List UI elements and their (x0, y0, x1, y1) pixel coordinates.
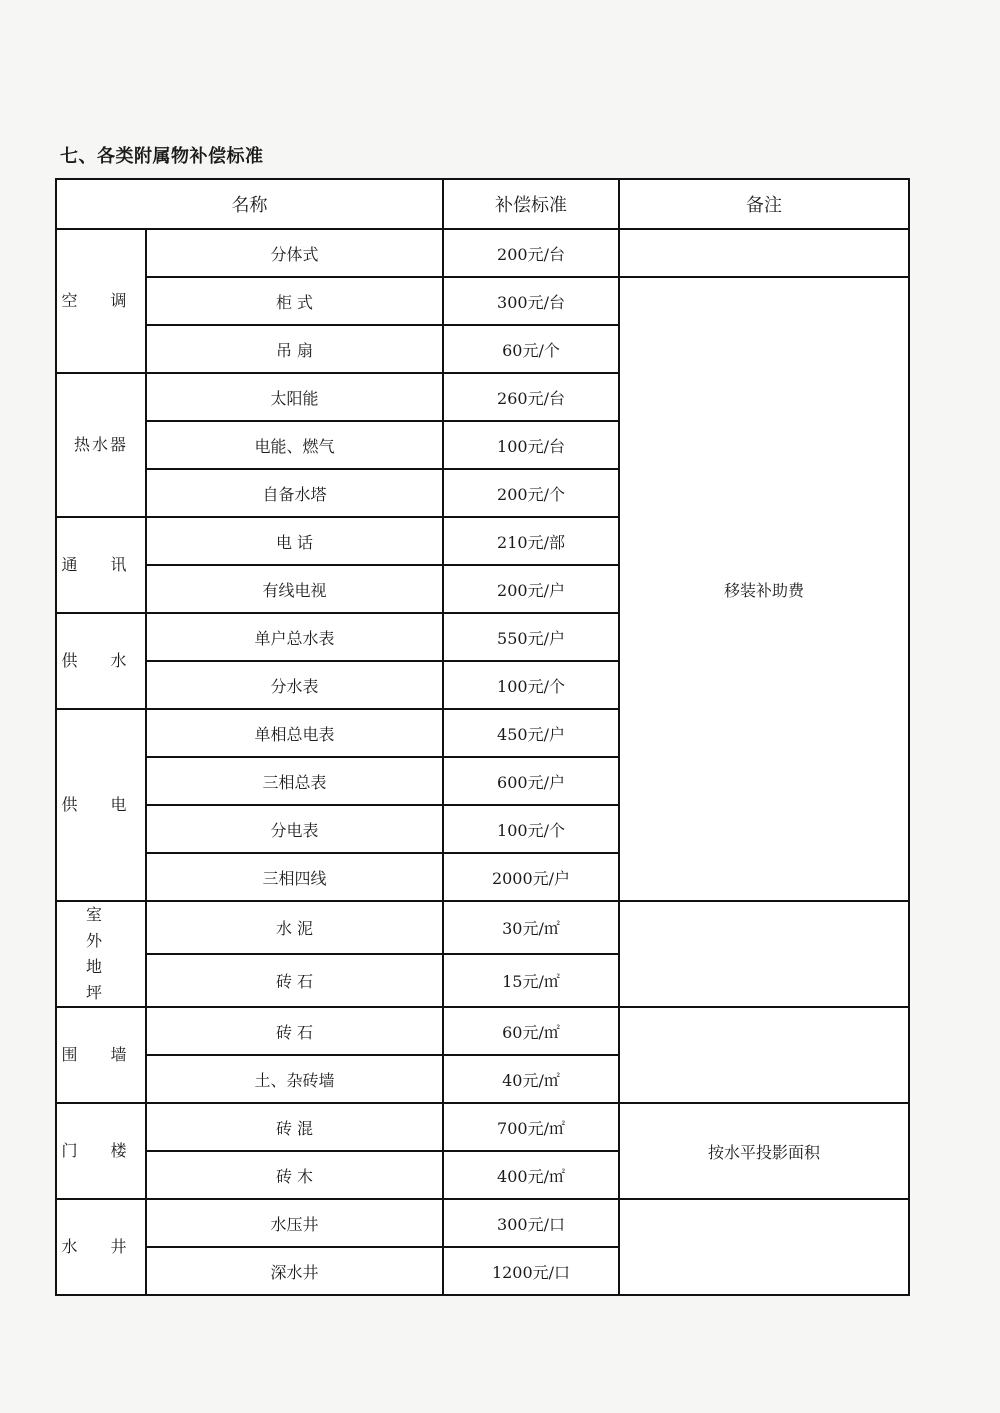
item-name: 深水井 (146, 1247, 443, 1295)
item-standard: 300元/台 (443, 277, 619, 325)
item-name: 水 泥 (146, 901, 443, 954)
item-name: 土、杂砖墙 (146, 1055, 443, 1103)
item-name: 有线电视 (146, 565, 443, 613)
table-row (56, 1103, 909, 1151)
item-name: 三相四线 (146, 853, 443, 901)
item-name: 砖 木 (146, 1151, 443, 1199)
category-cell: 水 井 (56, 1199, 146, 1295)
item-standard: 300元/口 (443, 1199, 619, 1247)
category-cell: 空 调 (56, 229, 146, 373)
header-note: 备注 (619, 179, 909, 229)
category-cell (56, 901, 146, 1007)
note-cell-empty (619, 901, 909, 1007)
item-standard: 700元/㎡ (443, 1103, 619, 1151)
category-cell: 门 楼 (56, 1103, 146, 1199)
item-standard: 550元/户 (443, 613, 619, 661)
note-gate: 按水平投影面积 (619, 1103, 909, 1199)
item-name: 吊 扇 (146, 325, 443, 373)
note-cell-empty (619, 1007, 909, 1103)
item-standard: 60元/个 (443, 325, 619, 373)
item-name: 三相总表 (146, 757, 443, 805)
item-name: 电 话 (146, 517, 443, 565)
table-row (56, 901, 909, 954)
header-standard: 补偿标准 (443, 179, 619, 229)
item-name: 砖 石 (146, 1007, 443, 1055)
item-standard: 450元/户 (443, 709, 619, 757)
item-standard: 200元/台 (443, 229, 619, 277)
item-name: 太阳能 (146, 373, 443, 421)
item-standard: 100元/个 (443, 661, 619, 709)
note-cell-empty (619, 229, 909, 277)
item-standard: 400元/㎡ (443, 1151, 619, 1199)
compensation-table (55, 178, 910, 1296)
item-standard: 30元/㎡ (443, 901, 619, 954)
item-standard: 2000元/户 (443, 853, 619, 901)
item-name: 分电表 (146, 805, 443, 853)
item-name: 分水表 (146, 661, 443, 709)
table-header-row (56, 179, 909, 229)
note-relocation: 移装补助费 (619, 277, 909, 901)
item-name: 砖 混 (146, 1103, 443, 1151)
category-cell: 围 墙 (56, 1007, 146, 1103)
item-standard: 200元/户 (443, 565, 619, 613)
item-standard: 260元/台 (443, 373, 619, 421)
item-name: 单户总水表 (146, 613, 443, 661)
table-row (56, 1007, 909, 1055)
table-row (56, 1199, 909, 1247)
category-cell: 热水器 (56, 373, 146, 517)
note-cell-empty (619, 1199, 909, 1295)
item-name: 柜 式 (146, 277, 443, 325)
item-standard: 40元/㎡ (443, 1055, 619, 1103)
item-standard: 600元/户 (443, 757, 619, 805)
category-label: 室 外 地 坪 (85, 905, 116, 1002)
category-cell: 供 水 (56, 613, 146, 709)
item-standard: 100元/个 (443, 805, 619, 853)
header-name: 名称 (56, 179, 443, 229)
section-heading: 七、各类附属物补偿标准 (60, 146, 264, 167)
table-row (56, 229, 909, 277)
item-name: 水压井 (146, 1199, 443, 1247)
item-standard: 200元/个 (443, 469, 619, 517)
category-cell: 供 电 (56, 709, 146, 901)
item-name: 电能、燃气 (146, 421, 443, 469)
table-row (56, 277, 909, 325)
item-standard: 60元/㎡ (443, 1007, 619, 1055)
item-standard: 15元/㎡ (443, 954, 619, 1007)
item-name: 自备水塔 (146, 469, 443, 517)
item-standard: 210元/部 (443, 517, 619, 565)
item-standard: 100元/台 (443, 421, 619, 469)
item-name: 砖 石 (146, 954, 443, 1007)
item-name: 分体式 (146, 229, 443, 277)
category-cell: 通 讯 (56, 517, 146, 613)
item-name: 单相总电表 (146, 709, 443, 757)
item-standard: 1200元/口 (443, 1247, 619, 1295)
